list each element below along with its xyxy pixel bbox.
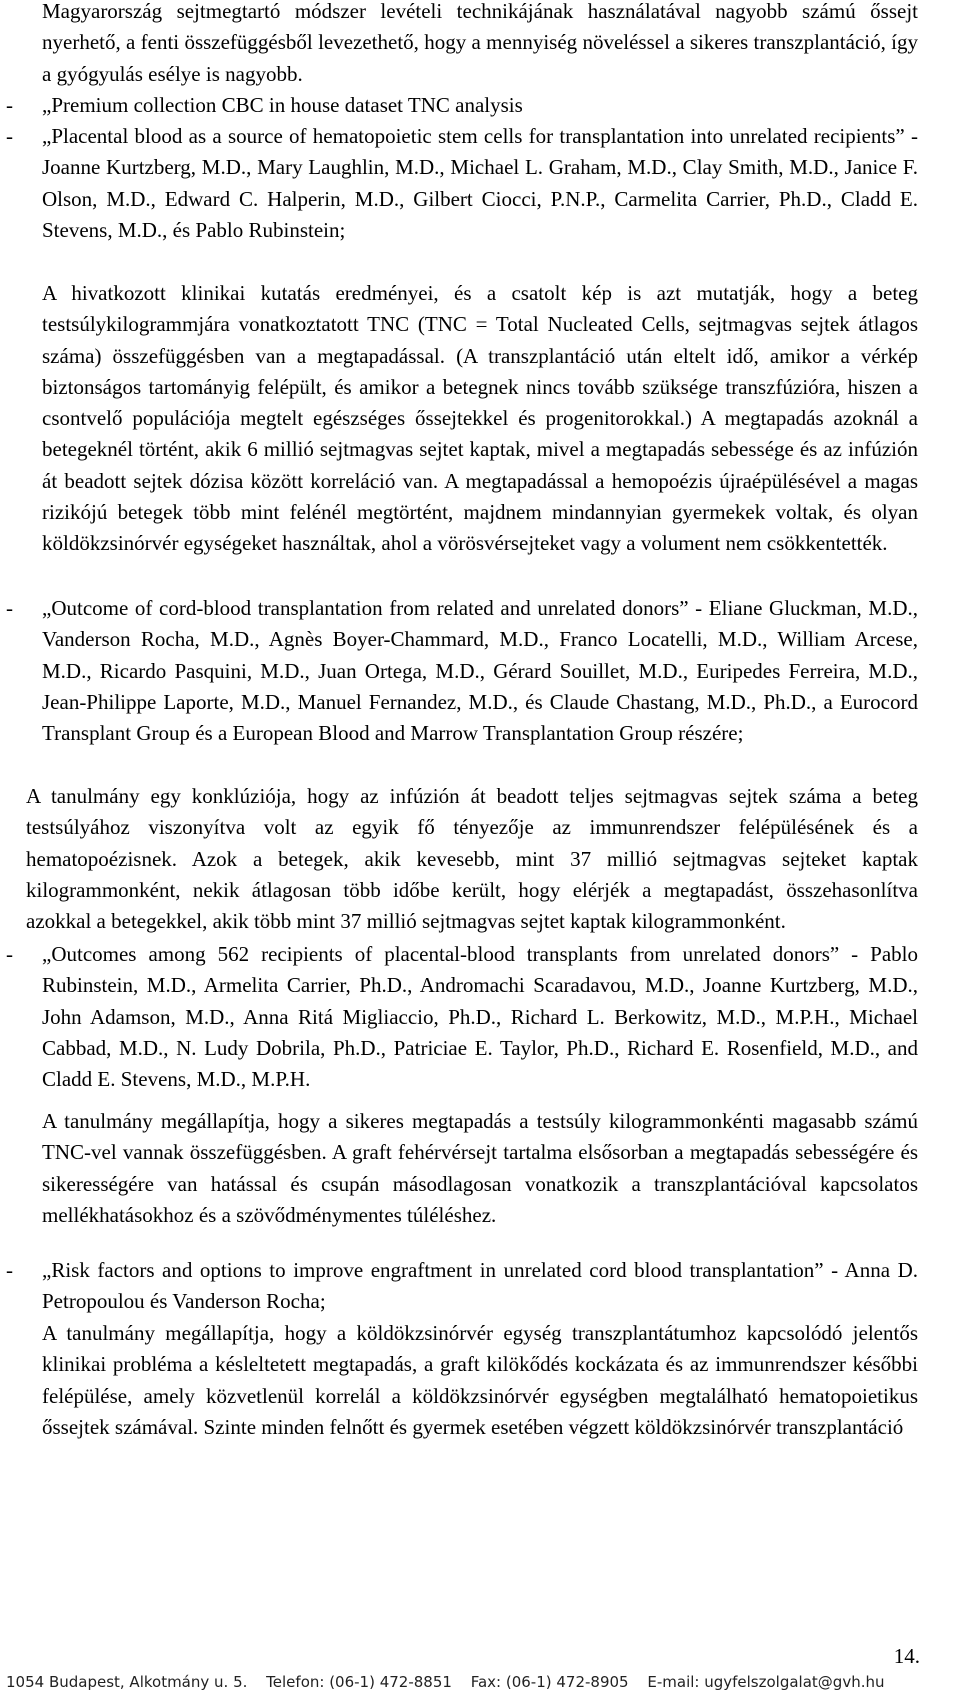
footer	[0, 1668, 960, 1696]
footer-email: E-mail: ugyfelszolgalat@gvh.hu	[647, 1673, 885, 1691]
reference-premium-collection: „Premium collection CBC in house dataset TNC analysis	[42, 93, 523, 117]
page-number: 14.	[893, 1644, 920, 1668]
paragraph-delayed-engraftment: A tanulmány megállapítja, hogy a köldökzsinórvér egység transzplantátumhoz kapcsolódó jelentős klinikai probléma a késleltetett megtapadás, a graft kilökődés kockázata és az immunrendszer későbbi felépülése, amely közvetlenül korrelál a köldökzsinórvér egységben megtalálható hematopoietikus őssejtek számával. Szinte minden felnőtt és gyermek esetében végzett köldökzsinórvér transzplantáció	[42, 1321, 918, 1439]
reference-cord-blood-outcome: „Outcome of cord-blood transplantation from related and unrelated donors” - Eliane Gluckman, M.D., Vanderson Rocha, M.D., Agnès Boyer-Chammard, M.D., Franco Locatelli, M.D., William Arcese, M.D., Ricardo Pasquini, M.D., Juan Ortega, M.D., Gérard Souillet, M.D., Euripedes Ferreira, M.D., Jean-Philippe Laporte, M.D., Manuel Fernandez, M.D., és Claude Chastang, M.D., Ph.D., a Eurocord Transplant Group és a European Blood and Marrow Transplantation Group részére;	[42, 596, 918, 746]
bullet-dash: -	[6, 942, 13, 966]
bullet-dash: -	[6, 124, 13, 148]
bullet-dash: -	[6, 596, 13, 620]
paragraph-intro: Magyarország sejtmegtartó módszer levételi technikájának használatával nagyobb számú őssejt nyerhető, a fenti összefüggésből levezethető, hogy a mennyiség növeléssel a sikeres transzplantáció, így a gyógyulás esélye is nagyobb.	[42, 0, 918, 86]
reference-risk-factors: „Risk factors and options to improve engraftment in unrelated cord blood transplantation” - Anna D. Petropoulou és Vanderson Rocha;	[42, 1258, 918, 1314]
footer-phone: Telefon: (06-1) 472-8851	[266, 1673, 452, 1691]
footer-fax: Fax: (06-1) 472-8905	[470, 1673, 629, 1691]
reference-placental-blood: „Placental blood as a source of hematopoietic stem cells for transplantation into unrelated recipients” - Joanne Kurtzberg, M.D., Mary Laughlin, M.D., Michael L. Graham, M.D., Clay Smith, M.D., Janice F. Olson, M.D., Edward C. Halperin, M.D., Gilbert Ciocci, P.N.P., Carmelita Carrier, Ph.D., Cladd E. Stevens, M.D., és Pablo Rubinstein;	[42, 124, 918, 242]
reference-562-recipients: „Outcomes among 562 recipients of placental-blood transplants from unrelated donors” - Pablo Rubinstein, M.D., Armelita Carrier, Ph.D., Andromachi Scaradavou, M.D., Joanne Kurtzberg, M.D., John Adamson, M.D., Anna Ritá Migliaccio, Ph.D., Richard L. Berkowitz, M.D., M.P.H., Michael Cabbad, M.D., N. Ludy Dobrila, Ph.D., Patriciae E. Taylor, Ph.D., Richard E. Rosenfield, M.D., and Cladd E. Stevens, M.D., M.P.H.	[42, 942, 918, 1092]
paragraph-tnc-results: A hivatkozott klinikai kutatás eredményei, és a csatolt kép is azt mutatják, hogy a beteg testsúlykilogrammjára vonatkoztatott TNC (TNC = Total Nucleated Cells, sejtmagvas sejtek átlagos száma) összefüggésben van a megtapadással. (A transzplantáció után eltelt idő, amikor a vérkép biztonságos tartományig felépült, és amikor a betegnek nincs tovább szüksége transzfúzióra, hiszen a csontvelő populációja megtelt egészséges őssejtekkel és progenitorokkal.) A megtapadás azoknál a betegeknél történt, akik 6 millió sejtmagvas sejtet kaptak, mivel a megtapadás sebessége és az infúzión át beadott sejtek dózisa között korreláció van. A megtapadással a hemopoézis újraépülésével a magas rizikójú betegek több mint felénél megtörtént, majdnem mindannyian gyermekek voltak, és olyan köldökzsinórvér egységeket használtak, ahol a vörösvérsejteket vagy a volument nem csökkentették.	[42, 281, 918, 556]
bullet-dash: -	[6, 1258, 13, 1282]
bullet-dash: -	[6, 93, 13, 117]
footer-address: 1054 Budapest, Alkotmány u. 5.	[6, 1673, 248, 1691]
paragraph-tnc-engraftment: A tanulmány megállapítja, hogy a sikeres megtapadás a testsúly kilogrammonkénti magasabb számú TNC-vel vannak összefüggésben. A graft fehérvérsejt tartalma elsősorban a megtapadás sebességére és sikerességére van hatással és csupán másodlagosan vonatkozik a transzplantációval kapcsolatos mellékhatásokhoz és a szövődménymentes túléléshez.	[42, 1109, 918, 1227]
paragraph-conclusion: A tanulmány egy konklúziója, hogy az infúzión át beadott teljes sejtmagvas sejtek száma a beteg testsúlyához viszonyítva volt az egyik fő tényezője az immunrendszer felépülésének és a hematopoézisnek. Azok a betegek, akik kevesebb, mint 37 millió sejtmagvas sejteket kaptak kilogrammonként, nekik átlagosan több időbe került, hogy elérjék a megtapadást, összehasonlítva azokkal a betegekkel, akik több mint 37 millió sejtmagvas sejtet kaptak kilogrammonként.	[26, 784, 918, 934]
